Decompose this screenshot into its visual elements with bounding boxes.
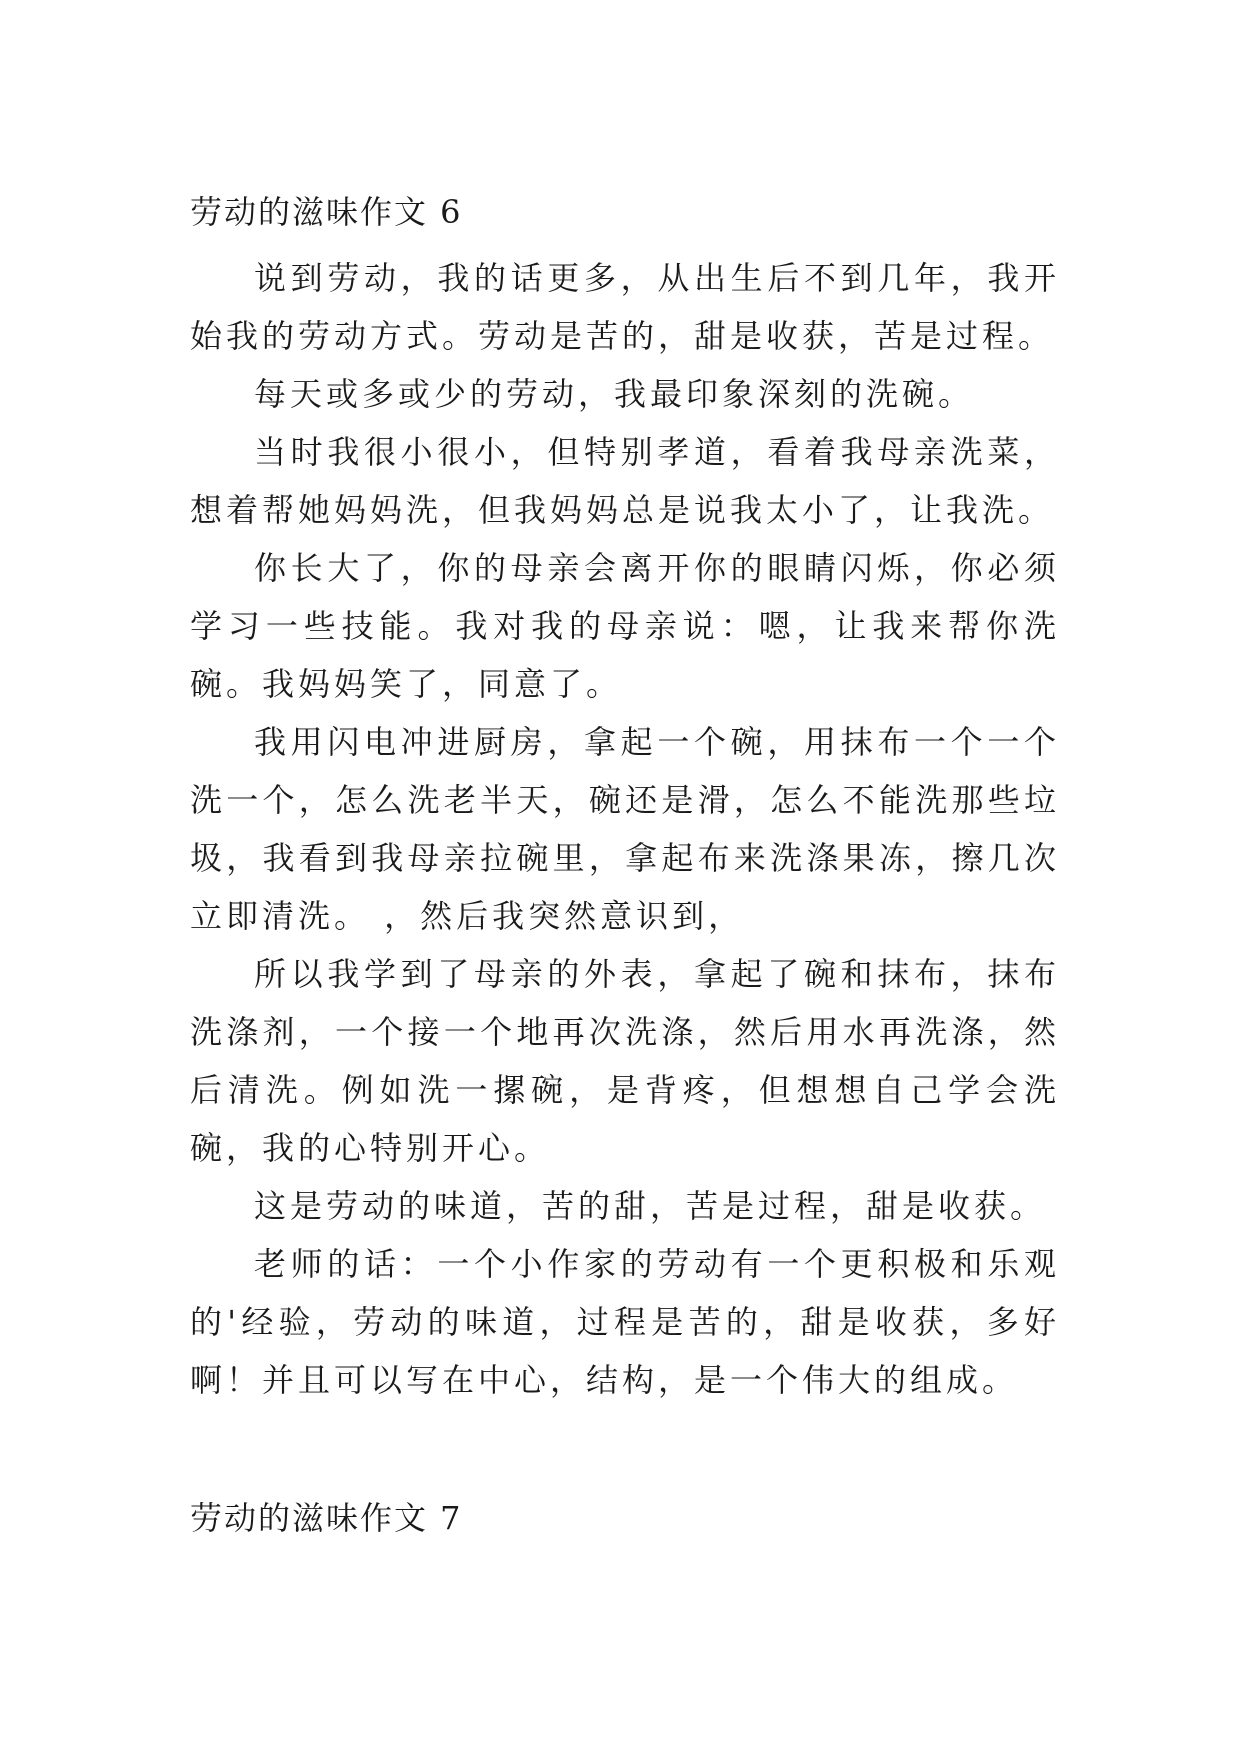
paragraph-6: 所以我学到了母亲的外表，拿起了碗和抹布，抹布洗涤剂，一个接一个地再次洗涤，然后用水再洗涤，然后清洗。例如洗一摞碗，是背疼，但想想自己学会洗碗，我的心特别开心。: [190, 955, 1060, 1167]
paragraph-1: 说到劳动，我的话更多，从出生后不到几年，我开始我的劳动方式。劳动是苦的，甜是收获，苦是过程。: [190, 259, 1060, 355]
essay-body: [190, 249, 1060, 1409]
section-title-6: 劳动的滋味作文 6: [190, 193, 463, 231]
paragraph-2: 每天或多或少的劳动，我最印象深刻的洗碗。: [254, 375, 975, 413]
paragraph-5: 我用闪电冲进厨房，拿起一个碗，用抹布一个一个洗一个，怎么洗老半天，碗还是滑，怎么不能洗那些垃圾，我看到我母亲拉碗里，拿起布来洗涤果冻，擦几次立即清洗。 ，然后我突然意识到，: [190, 723, 1060, 935]
section-title-7: 劳动的滋味作文 7: [190, 1499, 463, 1537]
paragraph-4: 你长大了，你的母亲会离开你的眼睛闪烁，你必须学习一些技能。我对我的母亲说：嗯，让我来帮你洗碗。我妈妈笑了，同意了。: [190, 549, 1060, 703]
paragraph-3: 当时我很小很小，但特别孝道，看着我母亲洗菜，想着帮她妈妈洗，但我妈妈总是说我太小了，让我洗。: [190, 433, 1060, 529]
paragraph-7: 这是劳动的味道，苦的甜，苦是过程，甜是收获。: [254, 1187, 1047, 1225]
teacher-comment: 老师的话：一个小作家的劳动有一个更积极和乐观的'经验，劳动的味道，过程是苦的，甜是收获，多好啊！并且可以写在中心，结构，是一个伟大的组成。: [190, 1245, 1060, 1399]
